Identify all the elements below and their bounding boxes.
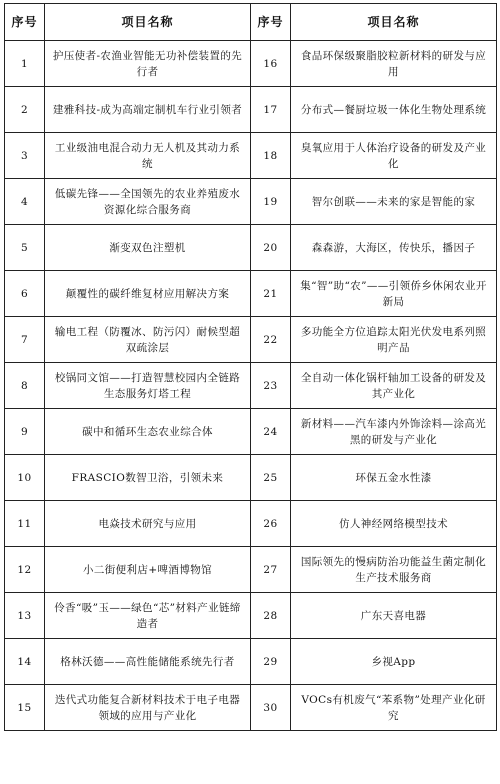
row-name-left: 护压使者-农渔业智能无功补偿装置的先行者: [45, 41, 251, 87]
row-no-right: 18: [251, 133, 291, 179]
table-row: [5, 179, 497, 225]
table-row: [5, 271, 497, 317]
row-no-right: 21: [251, 271, 291, 317]
table-row: [5, 685, 497, 731]
row-name-right: 国际领先的慢病防治功能益生菌定制化生产技术服务商: [291, 547, 497, 593]
table-row: [5, 363, 497, 409]
row-no-right: 28: [251, 593, 291, 639]
row-name-left: 校锅同文馆——打造智慧校园内全链路生态服务灯塔工程: [45, 363, 251, 409]
row-no-left: 7: [5, 317, 45, 363]
row-no-left: 12: [5, 547, 45, 593]
row-name-left: 渐变双色注塑机: [45, 225, 251, 271]
row-no-left: 9: [5, 409, 45, 455]
row-name-left: 建雅科技-成为高端定制机车行业引领者: [45, 87, 251, 133]
row-no-left: 6: [5, 271, 45, 317]
row-no-right: 19: [251, 179, 291, 225]
table-row: [5, 409, 497, 455]
row-no-right: 22: [251, 317, 291, 363]
row-name-left: 颠覆性的碳纤维复材应用解决方案: [45, 271, 251, 317]
row-no-right: 30: [251, 685, 291, 731]
table-row: [5, 639, 497, 685]
project-table: [4, 3, 497, 731]
table-row: [5, 41, 497, 87]
row-no-right: 16: [251, 41, 291, 87]
table-row: [5, 225, 497, 271]
row-no-left: 5: [5, 225, 45, 271]
row-name-right: VOCs有机废气“苯系物”处理产业化研究: [291, 685, 497, 731]
row-name-left: 工业级油电混合动力无人机及其动力系统: [45, 133, 251, 179]
row-no-left: 11: [5, 501, 45, 547]
row-name-right: 仿人神经网络模型技术: [291, 501, 497, 547]
row-name-left: 输电工程（防覆冰、防污闪）耐候型超双疏涂层: [45, 317, 251, 363]
row-name-left: FRASCIO数智卫浴，引领未来: [45, 455, 251, 501]
row-no-right: 26: [251, 501, 291, 547]
table-row: [5, 547, 497, 593]
row-name-right: 臭氧应用于人体治疗设备的研发及产业化: [291, 133, 497, 179]
row-no-left: 14: [5, 639, 45, 685]
row-name-right: 新材料——汽车漆内外饰涂料—涂高光黑的研发与产业化: [291, 409, 497, 455]
row-name-right: 广东天喜电器: [291, 593, 497, 639]
row-no-left: 8: [5, 363, 45, 409]
row-no-right: 29: [251, 639, 291, 685]
header-name-left: 项目名称: [45, 4, 251, 41]
header-no-left: 序号: [5, 4, 45, 41]
row-no-left: 10: [5, 455, 45, 501]
row-name-right: 智尔创联——未来的家是智能的家: [291, 179, 497, 225]
row-no-left: 3: [5, 133, 45, 179]
row-name-right: 多功能全方位追踪太阳光伏发电系列照明产品: [291, 317, 497, 363]
table-row: [5, 593, 497, 639]
table-row: [5, 317, 497, 363]
row-name-right: 环保五金水性漆: [291, 455, 497, 501]
row-name-right: 全自动一体化锅杆轴加工设备的研发及其产业化: [291, 363, 497, 409]
row-no-right: 25: [251, 455, 291, 501]
row-name-left: 格林沃德——高性能储能系统先行者: [45, 639, 251, 685]
row-name-left: 低碳先锋——全国领先的农业养殖废水资源化综合服务商: [45, 179, 251, 225]
row-name-right: 乡视App: [291, 639, 497, 685]
row-no-right: 27: [251, 547, 291, 593]
row-name-left: 伶香“吸”玉——绿色“芯”材料产业链缔造者: [45, 593, 251, 639]
row-name-right: 食品环保级聚脂胶粒新材料的研发与应用: [291, 41, 497, 87]
row-name-right: 分布式—餐厨垃圾一体化生物处理系统: [291, 87, 497, 133]
table-row: [5, 133, 497, 179]
header-name-right: 项目名称: [291, 4, 497, 41]
row-name-left: 碳中和循环生态农业综合体: [45, 409, 251, 455]
row-no-right: 20: [251, 225, 291, 271]
row-no-right: 17: [251, 87, 291, 133]
row-name-left: 电焱技术研究与应用: [45, 501, 251, 547]
row-no-left: 13: [5, 593, 45, 639]
row-no-right: 24: [251, 409, 291, 455]
table-row: [5, 501, 497, 547]
row-name-right: 森森游，大海区，传快乐，播因子: [291, 225, 497, 271]
table-body: [5, 41, 497, 731]
table-row: [5, 87, 497, 133]
row-no-left: 4: [5, 179, 45, 225]
header-row: [5, 4, 497, 41]
table-row: [5, 455, 497, 501]
row-no-left: 2: [5, 87, 45, 133]
row-no-left: 1: [5, 41, 45, 87]
header-no-right: 序号: [251, 4, 291, 41]
row-no-left: 15: [5, 685, 45, 731]
row-name-left: 小二街便利店+啤酒博物馆: [45, 547, 251, 593]
row-no-right: 23: [251, 363, 291, 409]
row-name-left: 迭代式功能复合新材料技术于电子电器领域的应用与产业化: [45, 685, 251, 731]
row-name-right: 集“智”助“农”——引领侨乡休闲农业开新局: [291, 271, 497, 317]
